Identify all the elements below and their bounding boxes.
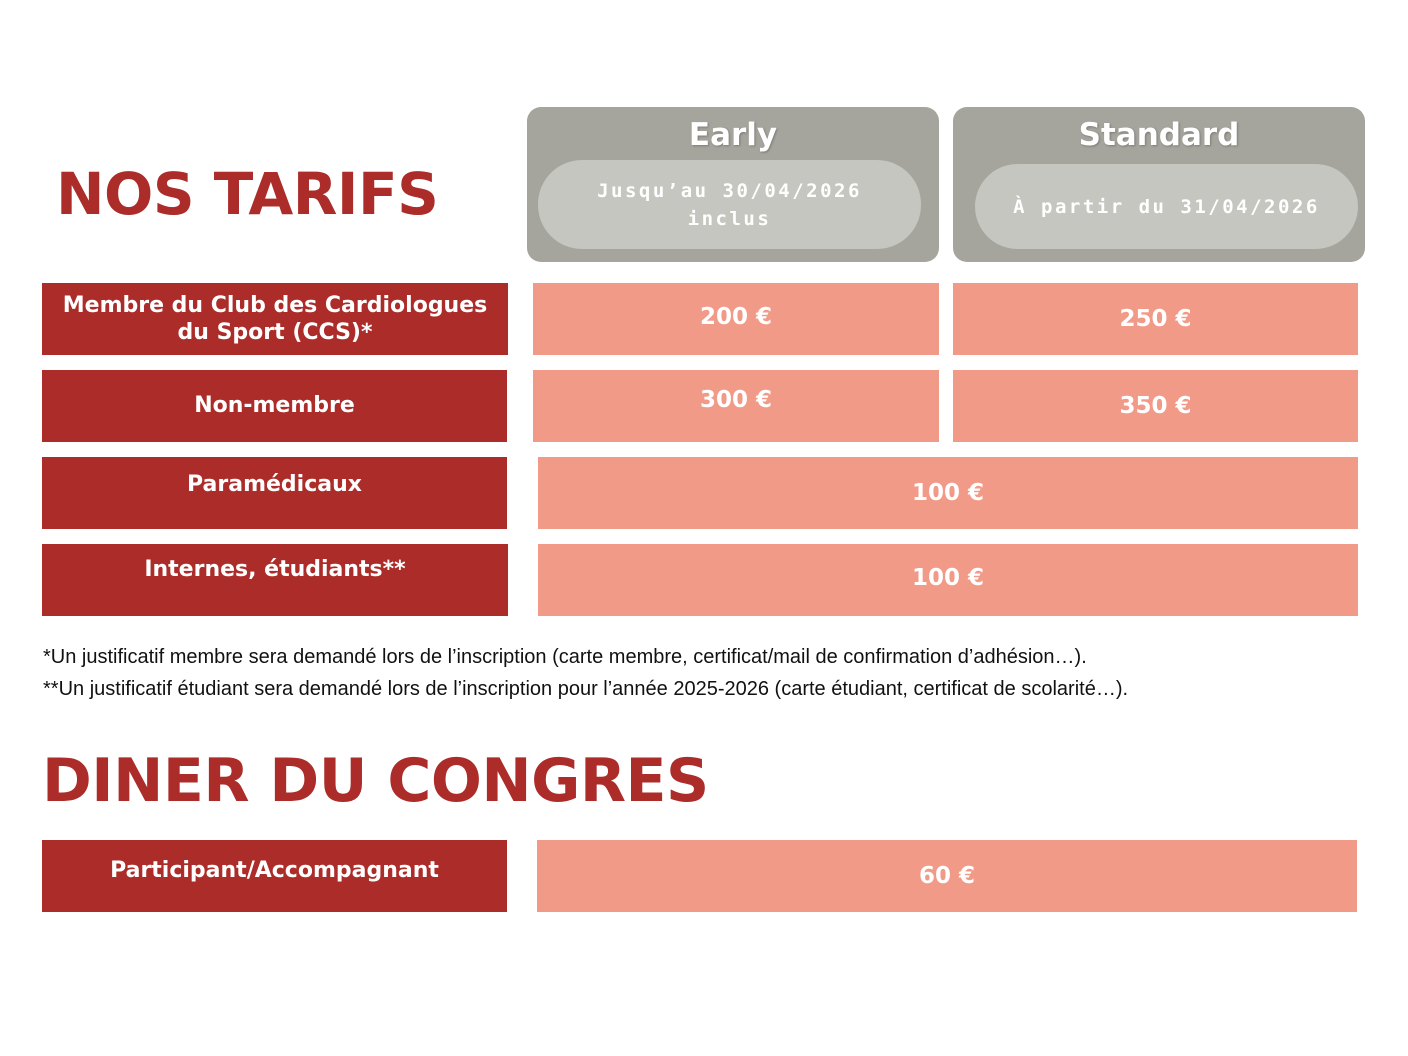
row-label-internes-etudiants: Internes, étudiants** (42, 544, 508, 616)
price-non-membre-early: 300 € (533, 370, 939, 442)
price-paramedicaux: 100 € (538, 457, 1358, 529)
row-label-membre: Membre du Club des Cardiologues du Sport (CCS)* (42, 283, 508, 355)
period-card-standard (953, 107, 1365, 262)
price-non-membre-standard: 350 € (953, 370, 1358, 442)
footnote-etudiant: **Un justificatif étudiant sera demandé lors de l’inscription pour l’année 2025-2026 (carte étudiant, certificat de scolarité…). (43, 678, 1129, 700)
period-title-standard: Standard (1078, 117, 1240, 153)
period-detail-standard: À partir du 31/04/2026 (975, 164, 1358, 249)
price-membre-early: 200 € (533, 283, 939, 355)
footnote-membre: *Un justificatif membre sera demandé lors de l’inscription (carte membre, certificat/mail de confirmation d’adhésion…). (43, 646, 1087, 668)
price-internes-etudiants: 100 € (538, 544, 1358, 616)
price-participant: 60 € (537, 840, 1357, 912)
period-card-early (527, 107, 939, 262)
diner-title: DINER DU CONGRES (42, 746, 709, 816)
period-detail-early: Jusqu’au 30/04/2026 inclus (538, 160, 921, 249)
tarifs-title: NOS TARIFS (56, 160, 439, 228)
row-label-participant: Participant/Accompagnant (42, 840, 507, 912)
period-title-early: Early (688, 117, 778, 153)
price-membre-standard: 250 € (953, 283, 1358, 355)
row-label-paramedicaux: Paramédicaux (42, 457, 507, 529)
row-label-non-membre: Non-membre (42, 370, 507, 442)
